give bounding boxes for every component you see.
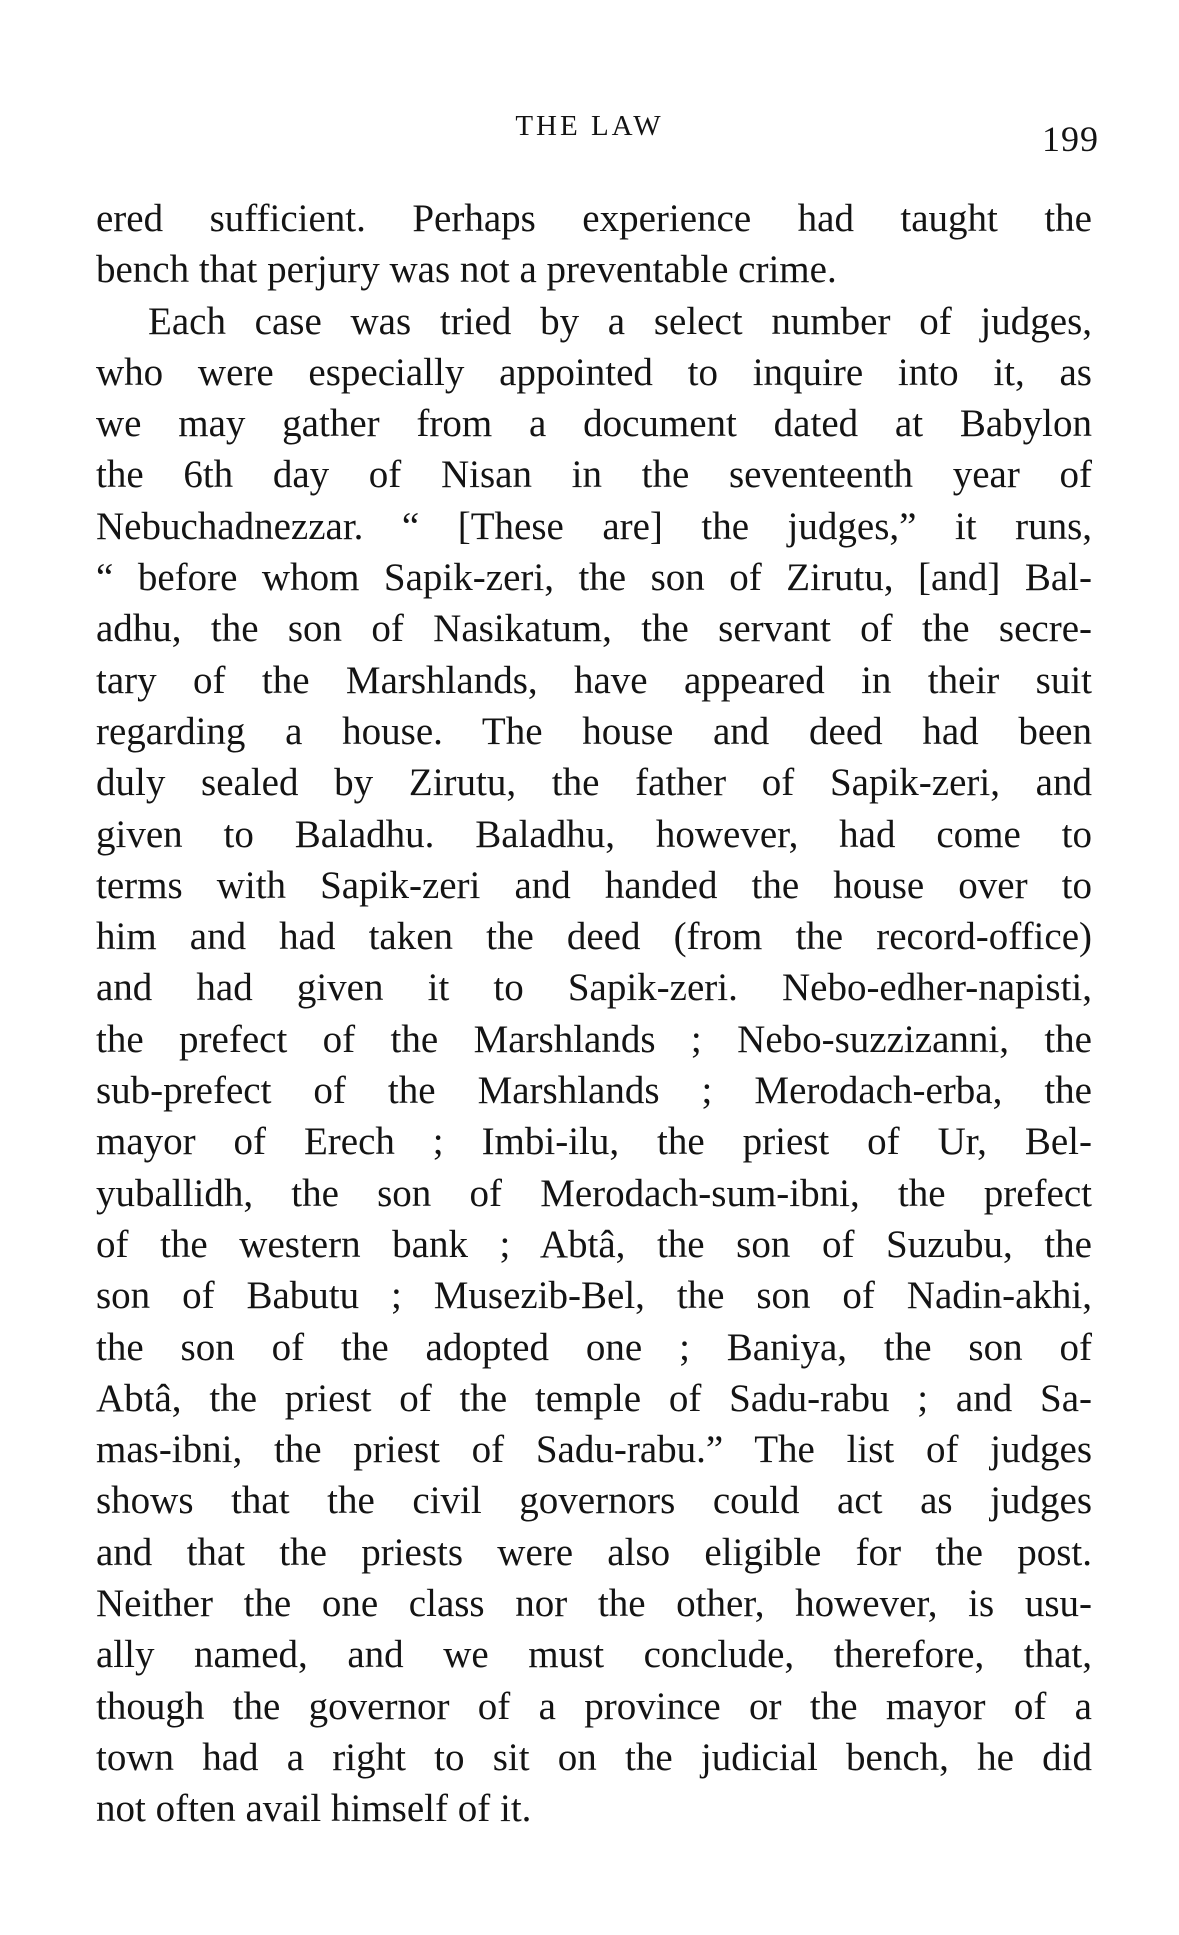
text-line: yuballidh, the son of Merodach-sum-ibni, the prefect [96,1171,1092,1215]
text-line: and that the priests were also eligible for the post. [96,1530,1092,1574]
text-line: ally named, and we must conclude, therefore, that, [96,1633,1092,1677]
text-line: mayor of Erech ; Imbi-ilu, the priest of Ur, Bel- [96,1120,1092,1164]
page-number: 199 [1042,119,1099,159]
text-line: bench that perjury was not a preventable crime. [96,248,837,292]
body-text [96,193,1092,1835]
text-line: the prefect of the Marshlands ; Nebo-suzzizanni, the [96,1017,1092,1061]
text-line: the 6th day of Nisan in the seventeenth year of [96,453,1092,497]
text-line: mas-ibni, the priest of Sadu-rabu.” The list of judges [96,1428,1092,1472]
text-line: adhu, the son of Nasikatum, the servant of the secre- [96,607,1092,651]
text-line: duly sealed by Zirutu, the father of Sapik-zeri, and [96,761,1092,805]
text-line: Each case was tried by a select number of judges, [148,299,1092,343]
text-line: son of Babutu ; Musezib-Bel, the son of Nadin-akhi, [96,1274,1092,1318]
text-line: terms with Sapik-zeri and handed the house over to [96,863,1092,907]
text-line: Nebuchadnezzar. “ [These are] the judges,” it runs, [96,504,1092,548]
text-line: the son of the adopted one ; Baniya, the son of [96,1325,1092,1369]
running-head [0,110,1179,159]
text-line: him and had taken the deed (from the record-office) [96,915,1092,959]
running-title: THE LAW [515,110,664,142]
text-line: regarding a house. The house and deed had been [96,709,1092,753]
text-line: sub-prefect of the Marshlands ; Merodach-erba, the [96,1069,1092,1113]
text-line: given to Baladhu. Baladhu, however, had come to [96,812,1092,856]
text-line: Neither the one class nor the other, however, is usu- [96,1582,1092,1626]
text-line: who were especially appointed to inquire into it, as [96,350,1092,394]
text-line: and had given it to Sapik-zeri. Nebo-edher-napisti, [96,966,1092,1010]
text-line: ered sufficient. Perhaps experience had taught the [96,197,1092,240]
text-line: though the governor of a province or the mayor of a [96,1684,1092,1728]
text-line: shows that the civil governors could act as judges [96,1479,1092,1523]
text-line: tary of the Marshlands, have appeared in their suit [96,658,1092,702]
text-line: town had a right to sit on the judicial bench, he did [96,1735,1092,1779]
text-line: Abtâ, the priest of the temple of Sadu-rabu ; and Sa- [96,1376,1092,1420]
text-line: “ before whom Sapik-zeri, the son of Zirutu, [and] Bal- [96,556,1092,600]
text-line: we may gather from a document dated at Babylon [96,402,1092,446]
text-line: of the western bank ; Abtâ, the son of Suzubu, the [96,1222,1092,1266]
text-line: not often avail himself of it. [96,1787,532,1831]
